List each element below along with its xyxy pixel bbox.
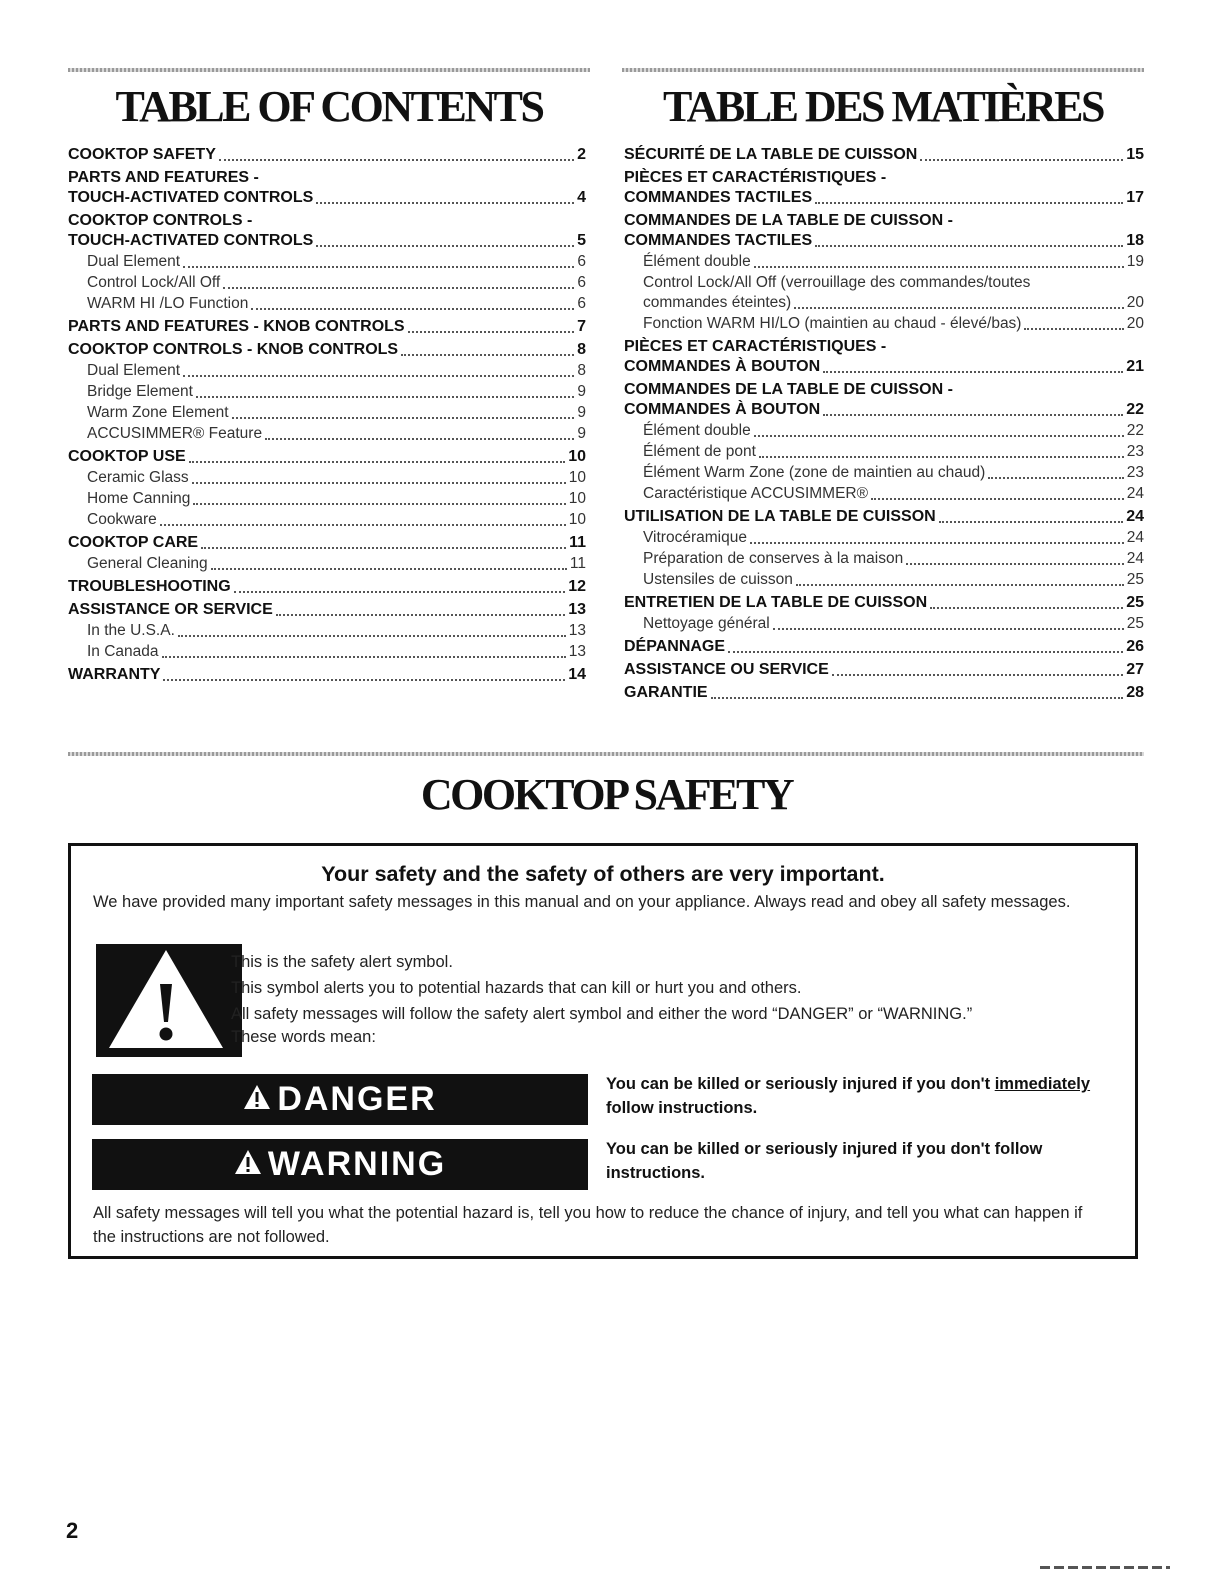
middle-rule <box>68 752 1144 756</box>
toc-en <box>68 142 586 685</box>
toc-subentry[interactable]: Bridge Element 9 <box>87 383 586 400</box>
toc-entry[interactable]: COMMANDES À BOUTON 21 <box>624 358 1144 375</box>
toc-entry[interactable]: WARRANTY 14 <box>68 666 586 683</box>
toc-entry-line: COMMANDES DE LA TABLE DE CUISSON - <box>624 381 953 398</box>
toc-subentry[interactable]: Ceramic Glass 10 <box>87 469 586 486</box>
toc-entry[interactable]: COMMANDES TACTILES 18 <box>624 232 1144 249</box>
toc-subentry[interactable]: In Canada 13 <box>87 643 586 660</box>
alert-line: These words mean: <box>231 1028 376 1046</box>
danger-label <box>92 1074 588 1125</box>
toc-subentry[interactable]: Dual Element 6 <box>87 253 586 270</box>
toc-entry-line: PIÈCES ET CARACTÉRISTIQUES - <box>624 169 887 186</box>
toc-subentry[interactable]: Nettoyage général 25 <box>643 615 1144 632</box>
toc-entry[interactable]: UTILISATION DE LA TABLE DE CUISSON 24 <box>624 508 1144 525</box>
toc-entry[interactable]: TROUBLESHOOTING 12 <box>68 578 586 595</box>
top-rule-right <box>622 68 1144 72</box>
safety-intro: We have provided many important safety messages in this manual and on your appliance. Always read and obey all safety messages. <box>93 893 1071 911</box>
toc-fr <box>624 142 1144 703</box>
safety-alert-symbol-icon <box>96 944 242 1057</box>
toc-subentry[interactable]: General Cleaning 11 <box>87 555 586 572</box>
section-title: COOKTOP SAFETY <box>420 770 793 819</box>
toc-subentry[interactable]: ACCUSIMMER® Feature 9 <box>87 425 586 442</box>
toc-entry[interactable]: COOKTOP CARE 11 <box>68 534 586 551</box>
toc-subentry-line: Control Lock/All Off (verrouillage des commandes/toutes <box>643 274 1031 291</box>
alert-line: This is the safety alert symbol. <box>231 953 453 971</box>
toc-entry[interactable]: COMMANDES TACTILES 17 <box>624 189 1144 206</box>
danger-word: DANGER <box>277 1080 437 1118</box>
bottom-edge-mark <box>1040 1566 1170 1569</box>
toc-subentry[interactable]: Control Lock/All Off 6 <box>87 274 586 291</box>
toc-entry[interactable]: ASSISTANCE OU SERVICE 27 <box>624 661 1144 678</box>
safety-box <box>68 843 1138 1259</box>
toc-entry[interactable]: TOUCH-ACTIVATED CONTROLS 5 <box>68 232 586 249</box>
toc-subentry[interactable]: Ustensiles de cuisson 25 <box>643 571 1144 588</box>
toc-entry-line: PIÈCES ET CARACTÉRISTIQUES - <box>624 338 887 355</box>
toc-entry-line: PARTS AND FEATURES - <box>68 169 259 186</box>
toc-subentry[interactable]: Cookware 10 <box>87 511 586 528</box>
page-number: 2 <box>66 1518 79 1543</box>
toc-subentry[interactable]: Élément Warm Zone (zone de maintien au chaud) 23 <box>643 464 1144 481</box>
toc-title-en: TABLE OF CONTENTS <box>115 82 543 131</box>
toc-subentry[interactable]: Caractéristique ACCUSIMMER® 24 <box>643 485 1144 502</box>
toc-subentry[interactable]: Dual Element 8 <box>87 362 586 379</box>
toc-subentry[interactable]: Élément double 22 <box>643 422 1144 439</box>
warning-description: You can be killed or seriously injured if you don't follow instructions. <box>606 1140 1043 1182</box>
toc-entry-line: COMMANDES DE LA TABLE DE CUISSON - <box>624 212 953 229</box>
toc-subentry[interactable]: Vitrocéramique 24 <box>643 529 1144 546</box>
toc-subentry[interactable]: Warm Zone Element 9 <box>87 404 586 421</box>
warning-label <box>92 1139 588 1190</box>
toc-entry[interactable]: ASSISTANCE OR SERVICE 13 <box>68 601 586 618</box>
toc-entry-line: COOKTOP CONTROLS - <box>68 212 253 229</box>
toc-entry[interactable]: COOKTOP CONTROLS - KNOB CONTROLS 8 <box>68 341 586 358</box>
toc-title-fr: TABLE DES MATIÈRES <box>663 82 1103 131</box>
toc-entry[interactable]: SÉCURITÉ DE LA TABLE DE CUISSON 15 <box>624 146 1144 163</box>
safety-closing: All safety messages will tell you what the potential hazard is, tell you how to reduce the chance of injury, and tell you what can happen if the instructions are not followed. <box>93 1204 1083 1246</box>
alert-line: All safety messages will follow the safety alert symbol and either the word “DANGER” or “WARNING.” <box>231 1005 973 1023</box>
toc-entry[interactable]: ENTRETIEN DE LA TABLE DE CUISSON 25 <box>624 594 1144 611</box>
toc-subentry[interactable]: Élément double 19 <box>643 253 1144 270</box>
alert-symbol-text <box>231 949 972 1047</box>
top-rule-left <box>68 68 590 72</box>
alert-line: This symbol alerts you to potential hazards that can kill or hurt you and others. <box>231 979 802 997</box>
toc-entry[interactable]: GARANTIE 28 <box>624 684 1144 701</box>
toc-entry[interactable]: COOKTOP SAFETY 2 <box>68 146 586 163</box>
toc-entry[interactable]: COMMANDES À BOUTON 22 <box>624 401 1144 418</box>
toc-subentry[interactable]: Home Canning 10 <box>87 490 586 507</box>
danger-description: You can be killed or seriously injured if you don't immediately follow instructions. <box>606 1075 1091 1117</box>
toc-subentry[interactable]: In the U.S.A. 13 <box>87 622 586 639</box>
toc-subentry[interactable]: commandes éteintes) 20 <box>643 294 1144 311</box>
warning-word: WARNING <box>267 1145 447 1183</box>
toc-entry[interactable]: PARTS AND FEATURES - KNOB CONTROLS 7 <box>68 318 586 335</box>
toc-subentry[interactable]: Fonction WARM HI/LO (maintien au chaud - élevé/bas) 20 <box>643 315 1144 332</box>
warning-triangle-icon <box>234 1145 262 1184</box>
toc-entry[interactable]: TOUCH-ACTIVATED CONTROLS 4 <box>68 189 586 206</box>
toc-subentry[interactable]: Préparation de conserves à la maison 24 <box>643 550 1144 567</box>
toc-subentry[interactable]: Élément de pont 23 <box>643 443 1144 460</box>
toc-entry[interactable]: COOKTOP USE 10 <box>68 448 586 465</box>
warning-triangle-icon <box>243 1080 271 1119</box>
toc-subentry[interactable]: WARM HI /LO Function 6 <box>87 295 586 312</box>
safety-heading: Your safety and the safety of others are very important. <box>321 862 885 886</box>
toc-entry[interactable]: DÉPANNAGE 26 <box>624 638 1144 655</box>
